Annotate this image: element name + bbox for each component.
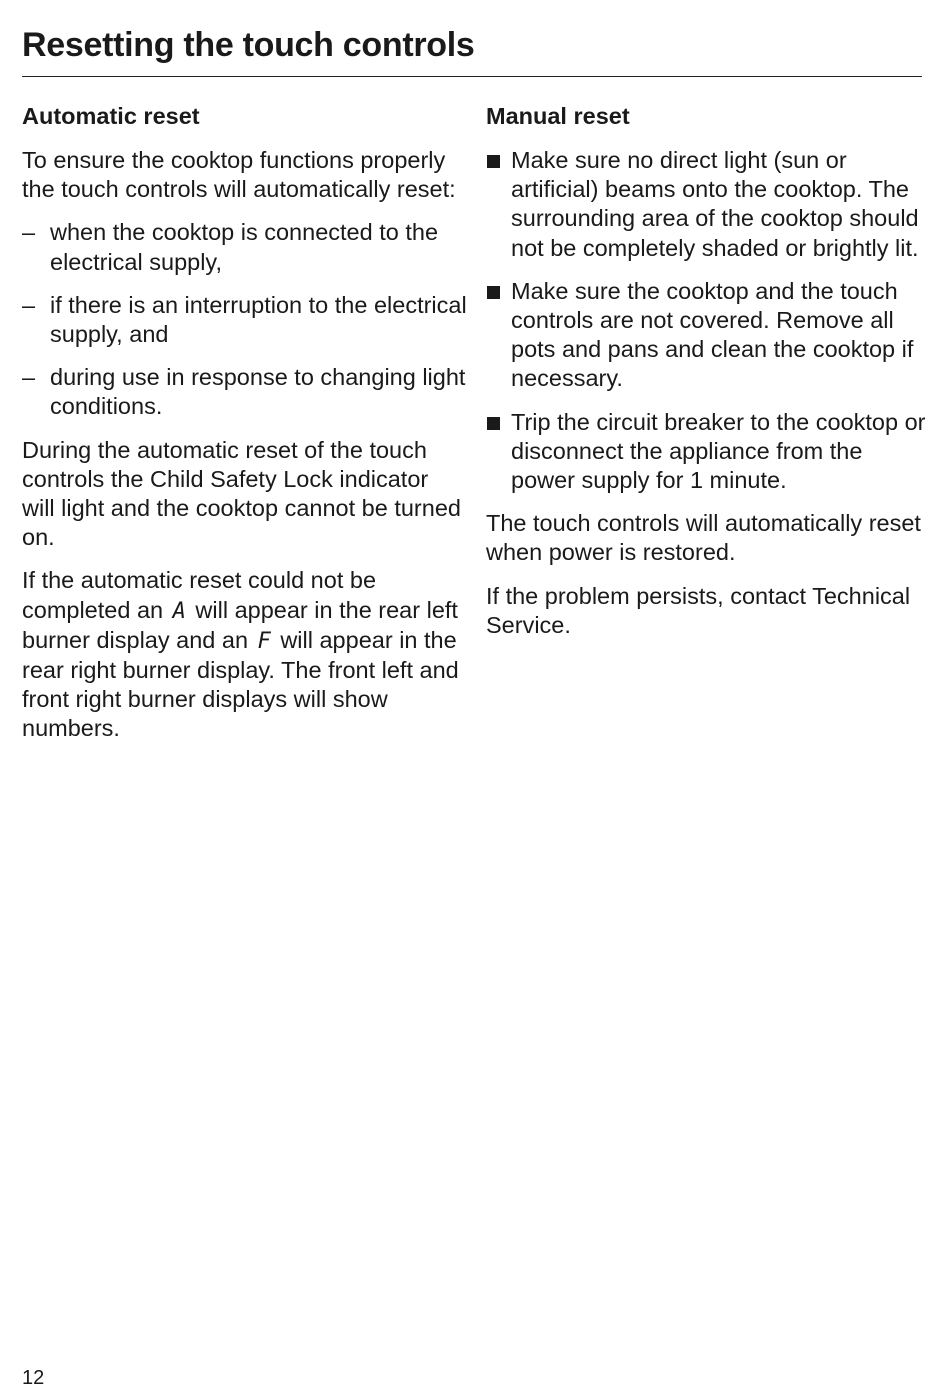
page-title: Resetting the touch controls bbox=[22, 26, 475, 64]
list-item-text: if there is an interruption to the electrical supply, and bbox=[50, 291, 467, 348]
power-restored-paragraph: The touch controls will automatically reset when power is restored. bbox=[486, 510, 921, 566]
dash-marker: – bbox=[22, 219, 36, 246]
list-item-text: Make sure the cooktop and the touch controls are not covered. Remove all pots and pans and clean the cooktop if necessary. bbox=[511, 277, 914, 392]
paragraph-text: will appear in the rear left burner display and an bbox=[22, 596, 458, 653]
square-bullet-icon bbox=[487, 286, 500, 299]
reset-conditions-list bbox=[22, 218, 467, 421]
list-item bbox=[486, 277, 926, 394]
child-safety-lock-paragraph: During the automatic reset of the touch controls the Child Safety Lock indicator will light and the cooktop cannot be turned on. bbox=[22, 436, 461, 551]
automatic-reset-intro: To ensure the cooktop functions properly the touch controls will automatically reset: bbox=[22, 147, 456, 203]
dash-marker: – bbox=[22, 291, 36, 318]
square-bullet-icon bbox=[487, 417, 500, 430]
square-bullet-icon bbox=[487, 155, 500, 168]
list-item bbox=[22, 363, 467, 421]
list-item bbox=[486, 408, 926, 496]
list-item-text: Trip the circuit breaker to the cooktop or disconnect the appliance from the power supply for 1 minute. bbox=[511, 408, 926, 494]
page-number: 12 bbox=[22, 1367, 45, 1389]
list-item-text: Make sure no direct light (sun or artificial) beams onto the cooktop. The surrounding area of the cooktop should not be completely shaded or brightly lit. bbox=[511, 147, 919, 261]
list-item bbox=[22, 218, 467, 276]
manual-reset-steps bbox=[486, 146, 926, 495]
list-item-text: when the cooktop is connected to the electrical supply, bbox=[50, 219, 439, 275]
manual-reset-section bbox=[486, 100, 926, 654]
automatic-reset-section bbox=[22, 100, 467, 758]
paragraph-text: If the automatic reset could not be completed an bbox=[22, 567, 377, 623]
list-item bbox=[486, 146, 926, 263]
manual-reset-heading: Manual reset bbox=[486, 103, 630, 129]
display-symbol-a: A bbox=[172, 598, 186, 624]
display-symbol-f: F bbox=[257, 628, 271, 654]
automatic-reset-heading: Automatic reset bbox=[22, 103, 200, 129]
reset-failure-paragraph bbox=[22, 566, 467, 743]
list-item-text: during use in response to changing light conditions. bbox=[50, 364, 466, 420]
title-divider bbox=[22, 76, 922, 77]
paragraph-text: will appear in the rear right burner display. The front left and front right burner displays will show numbers. bbox=[22, 626, 459, 742]
list-item bbox=[22, 291, 467, 349]
dash-marker: – bbox=[22, 364, 36, 391]
contact-service-paragraph: If the problem persists, contact Technical Service. bbox=[486, 582, 911, 638]
